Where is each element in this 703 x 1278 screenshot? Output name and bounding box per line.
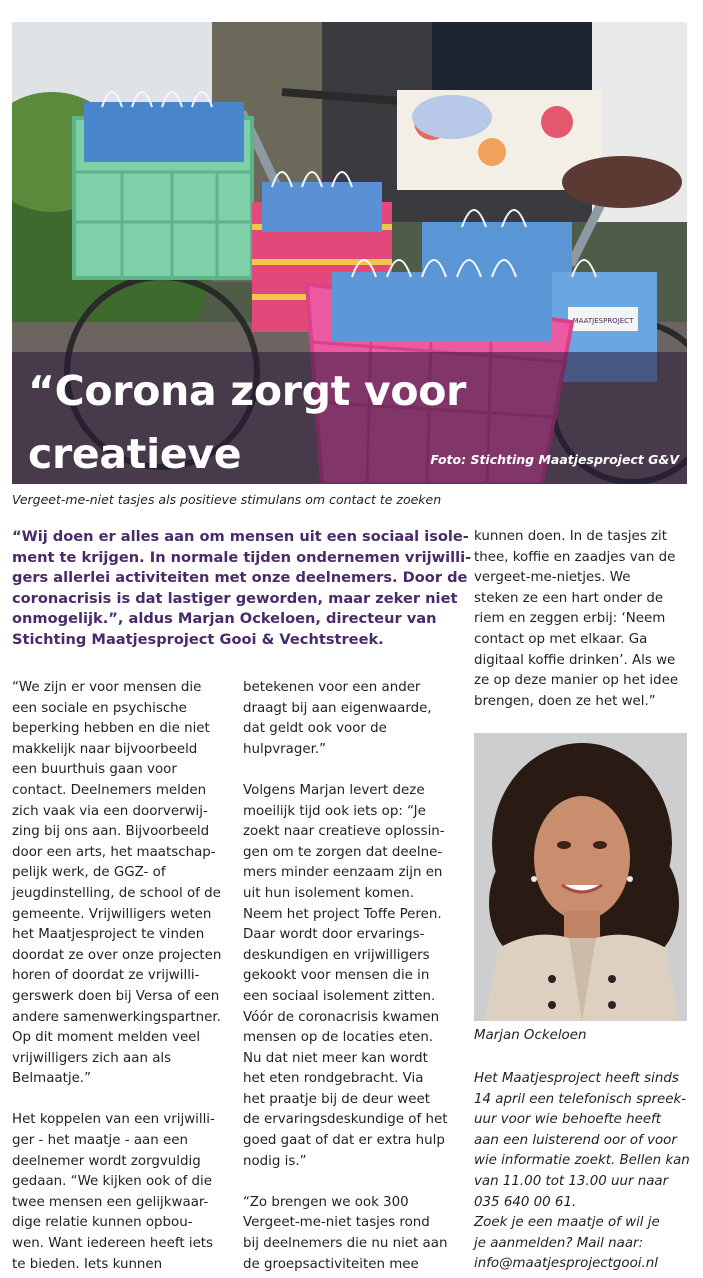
body-line: hulpvrager.” [243, 741, 327, 757]
body-line: gekookt voor mensen die in [243, 968, 430, 984]
body-line: ger - het maatje - aan een [12, 1133, 188, 1149]
body-line: andere samenwerkingspartner. [12, 1009, 221, 1025]
body-line: een sociale en psychische [12, 700, 187, 716]
paragraph-gap [12, 1090, 234, 1111]
body-line: twee mensen een gelijkwaar- [12, 1194, 209, 1210]
email-link[interactable]: info@maatjesprojectgooi.nl [474, 1256, 658, 1272]
contact-info [474, 1069, 694, 1275]
body-line: ze op deze manier op het idee [474, 673, 679, 689]
body-line: de groepsactiviteiten mee [243, 1256, 419, 1272]
body-line: het praatje bij de deur weet [243, 1091, 430, 1107]
body-line: brengen, doen ze het wel.” [474, 693, 656, 709]
body-line: een buurthuis gaan voor [12, 762, 177, 778]
body-column-2 [243, 678, 465, 1275]
body-line: dat geldt ook voor de [243, 721, 387, 737]
body-line: wen. Want iedereen heeft iets [12, 1236, 214, 1252]
info-line: je aanmelden? Mail naar: [474, 1235, 644, 1251]
body-line: nodig is.” [243, 1153, 307, 1169]
intro-line: Stichting Maatjesproject Gooi & Vechtstreek. [12, 630, 384, 648]
body-line: doordat ze over onze projecten [12, 947, 222, 963]
body-line: draagt bij aan eigenwaarde, [243, 700, 432, 716]
intro-line: gers allerlei activiteiten met onze deelnemers. Door de [12, 569, 468, 586]
body-line: “Zo brengen we ook 300 [243, 1194, 409, 1210]
body-line: mensen op de locaties eten. [243, 1030, 434, 1046]
body-line: Vergeet-me-niet tasjes rond [243, 1215, 430, 1231]
intro-line: onmogelijk.”, aldus Marjan Ockeloen, directeur van [12, 610, 437, 627]
body-line: “We zijn er voor mensen die [12, 680, 202, 695]
info-line: Zoek je een maatje of wil je [474, 1215, 660, 1231]
body-line: Belmaatje.” [12, 1071, 92, 1087]
body-line: zoekt naar creatieve oplossin- [243, 824, 445, 840]
info-line: uur voor wie behoefte heeft [474, 1112, 662, 1128]
photo-credit: Foto: Stichting Maatjesproject G&V [430, 452, 679, 467]
body-line: riem en zeggen erbij: ‘Neem [474, 611, 666, 627]
body-line: pelijk werk, de GGZ- of [12, 865, 166, 881]
body-line: moeilijk tijd ook iets op: “Je [243, 803, 426, 819]
info-line: Het Maatjesproject heeft sinds [474, 1071, 679, 1086]
info-line: aan een luisterend oor of voor [474, 1132, 677, 1148]
body-line: beperking hebben en die niet [12, 721, 210, 737]
phone-number: 035 640 00 61. [474, 1194, 577, 1210]
body-line: de ervaringsdeskundige of het [243, 1112, 448, 1128]
info-line: 14 april een telefonisch spreek- [474, 1091, 687, 1107]
body-line: te bieden. Iets kunnen [12, 1256, 163, 1272]
body-line: het Maatjesproject te vinden [12, 927, 205, 943]
body-line: gen om te zorgen dat deelne- [243, 844, 443, 860]
body-column-1 [12, 678, 234, 1275]
body-line: digitaal koffie drinken’. Als we [474, 652, 676, 668]
body-line: Vóór de coronacrisis kwamen [243, 1009, 440, 1025]
paragraph-gap [243, 760, 465, 781]
body-line: uit hun isolement komen. [243, 885, 415, 901]
body-line: vergeet-me-nietjes. We [474, 570, 631, 586]
body-line: betekenen voor een ander [243, 680, 421, 695]
body-line: Nu dat niet meer kan wordt [243, 1050, 428, 1066]
body-line: jeugdinstelling, de school of de [12, 885, 221, 901]
photo-caption: Vergeet-me-niet tasjes als positieve stimulans om contact te zoeken [12, 492, 442, 507]
body-line: het eten rondgebracht. Via [243, 1071, 424, 1087]
body-line: door een arts, het maatschap- [12, 844, 216, 860]
body-line: contact. Deelnemers melden [12, 782, 207, 798]
body-line: makkelijk naar bijvoorbeeld [12, 741, 198, 757]
intro-paragraph [12, 527, 472, 650]
body-line: gedaan. “We kijken ook of die [12, 1174, 213, 1190]
info-line: wie informatie zoekt. Bellen kan [474, 1153, 690, 1169]
body-line: horen of doordat ze vrijwilli- [12, 968, 200, 984]
body-line: gerswerk doen bij Versa of een [12, 988, 220, 1004]
title-line: “Corona zorgt voor creatieve [28, 367, 467, 478]
body-line: goed gaat of dat er extra hulp [243, 1133, 445, 1149]
body-line: mers minder eenzaam zijn en [243, 865, 443, 881]
body-line: vrijwilligers zich aan als [12, 1050, 172, 1066]
paragraph-gap [243, 1172, 465, 1193]
body-line: steken ze een hart onder de [474, 590, 664, 606]
body-line: thee, koffie en zaadjes van de [474, 549, 676, 565]
body-column-3 [474, 527, 694, 712]
body-line: gemeente. Vrijwilligers weten [12, 906, 212, 922]
info-line: van 11.00 tot 13.00 uur naar [474, 1173, 669, 1189]
body-line: een sociaal isolement zitten. [243, 988, 436, 1004]
hero-photo [12, 22, 687, 484]
body-line: Daar wordt door ervarings- [243, 927, 425, 943]
body-line: Volgens Marjan levert deze [243, 782, 425, 798]
bag-label: MAATJESPROJECT [572, 317, 634, 325]
portrait-photo [474, 733, 687, 1021]
body-line: zing bij ons aan. Bijvoorbeeld [12, 824, 210, 840]
body-line: kunnen doen. In de tasjes zit [474, 529, 668, 544]
portrait-caption: Marjan Ockeloen [474, 1028, 587, 1043]
body-line: dige relatie kunnen opbou- [12, 1215, 193, 1231]
body-line: deskundigen en vrijwilligers [243, 947, 430, 963]
intro-line: “Wij doen er alles aan om mensen uit een sociaal isole- [12, 528, 469, 545]
intro-line: ment te krijgen. In normale tijden ondernemen vrijwilli- [12, 548, 472, 566]
body-line: Neem het project Toffe Peren. [243, 906, 442, 922]
body-line: contact op met elkaar. Ga [474, 631, 648, 647]
body-line: Het koppelen van een vrijwilli- [12, 1112, 215, 1128]
body-line: deelnemer wordt zorgvuldig [12, 1153, 201, 1169]
intro-line: coronacrisis is dat lastiger geworden, maar zeker niet [12, 589, 458, 607]
body-line: Op dit moment melden veel [12, 1030, 201, 1046]
body-line: zich vaak via een doorverwij- [12, 803, 208, 819]
portrait-illustration [474, 733, 687, 1021]
body-line: bij deelnemers die nu niet aan [243, 1236, 448, 1252]
